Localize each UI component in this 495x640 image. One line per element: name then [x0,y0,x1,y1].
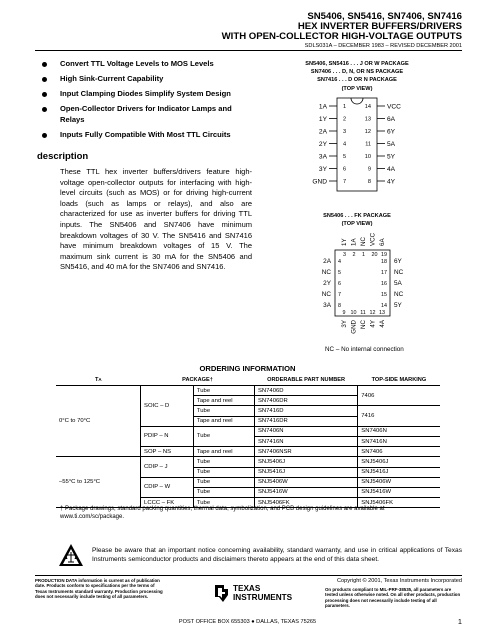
marking-cell: SNJ5416W [358,487,440,497]
part-cell: SNJ5406W [254,477,357,487]
feature-item: Inputs Fully Compatible With Most TTL Circuits [40,129,245,140]
ordering-footnote: † Package drawings, standard packing quantities, thermal data, symbolization, and PCB design guidelines are available at www.ti.com/sc/package. [60,506,385,520]
package-cell: SOP – NS [141,447,194,457]
feature-list [40,58,245,144]
part-cell: SN7406NSR [254,447,357,457]
fk-pin-number: 7 [338,292,341,298]
fk-pin-number: 11 [360,310,366,316]
dip-pin-name: 1Y [318,116,327,123]
ordering-title: ORDERING INFORMATION [199,364,296,373]
col-orderable-header: ORDERABLE PART NUMBER [267,376,346,383]
dip-pin-number: 6 [343,166,347,173]
fk-pin-name: 2A [323,258,331,265]
media-cell: Tube [193,406,254,416]
fk-pin-name: 1A [350,238,358,246]
marking-cell: SN7406N [358,426,440,436]
part-cell: SN7416N [254,436,357,446]
fk-pin-number: 15 [381,292,387,298]
fk-pin-number: 17 [381,270,387,276]
dip-header-line: (TOP VIEW) [341,85,373,92]
ti-logo-line1: TEXAS [233,584,261,593]
part-cell: SN7406N [254,426,357,436]
marking-cell: SNJ5406W [358,477,440,487]
dip-pin-number: 14 [364,104,371,110]
dip-pin-name: 6Y [387,128,396,136]
fk-header-line: (TOP VIEW) [341,221,373,228]
ti-logo-icon [213,583,231,603]
fk-pin-number: 2 [352,252,356,258]
fk-pin-name: 4Y [369,320,377,328]
dip-header-line: SN7416 . . . D OR N PACKAGE [317,77,397,84]
dip-header-line: SN5406, SN5416 . . . J OR W PACKAGE [305,61,409,67]
marking-cell: 7416 [358,406,440,426]
fk-note: NC – No internal connection [325,346,404,353]
dip-pin-number: 10 [364,154,371,160]
dip-pin-number: 4 [343,141,347,148]
dip-package-header [282,60,432,93]
part-cell: SN7406DR [254,396,357,406]
package-cell: CDIP – J [141,457,194,477]
fk-pin-name: NC [321,291,331,298]
fk-pin-number: 5 [338,270,341,276]
dip-pin-name: 4Y [387,178,396,186]
media-cell: Tube [193,426,254,446]
dip-pin-name: 3A [318,153,327,161]
marking-cell: SNJ5406J [358,457,440,467]
marking-cell: SN7416N [358,436,440,446]
media-cell: Tube [193,477,254,487]
doc-title-line3: WITH OPEN-COLLECTOR HIGH-VOLTAGE OUTPUTS [221,31,462,42]
package-cell: LCCC – FK [141,498,194,508]
fk-pin-number: 14 [381,303,387,309]
footer-rule [35,575,462,576]
fk-pin-name: 3Y [341,320,348,328]
dip-pin-number: 9 [367,166,371,173]
fk-pin-name: 4A [379,320,386,328]
dip-pin-name: 5A [387,141,396,148]
dip-pin-number: 11 [365,141,371,148]
dip-pin-name: 2Y [318,141,327,148]
media-cell: Tube [193,457,254,467]
fk-pin-name: NC [360,320,367,329]
dip-package-diagram [303,96,413,196]
fk-pin-name: 1Y [341,238,348,246]
dip-pin-number: 5 [343,154,347,160]
feature-item: High Sink-Current Capability [40,73,245,84]
feature-item: Open-Collector Drivers for Indicator Lamps and Relays [40,103,245,125]
fk-header-line: SN5406 . . . FK PACKAGE [323,213,391,219]
part-cell: SN7406D [254,386,357,396]
fk-pin-number: 6 [338,281,341,287]
feature-item: Convert TTL Voltage Levels to MOS Levels [40,58,245,69]
description-text: These TTL hex inverter buffers/drivers feature high-voltage open-collector outputs for interfacing with high-level circuits (such as MOS) or for driving high-current loads (such as lamps or relays), and also are characterized for use as inverter buffers for driving TTL inputs. The SN5406 and SN7406 have minimum breakdown voltages of 30 V. The SN5416 and SN7416 have minimum breakdown voltages of 15 V. The maximum sink current is 30 mA for the SN5406 and SN5416, and 40 mA for the SN7406 and SN7416. [60,167,252,272]
fk-pin-name: 2Y [323,280,331,287]
marking-cell: SN7406 [358,447,440,457]
dip-pin-name: GND [312,178,327,186]
part-cell: SN7416D [254,406,357,416]
media-cell: Tape and reel [193,447,254,457]
marking-cell: SNJ5406FK [358,498,440,508]
fk-pin-name: GND [350,320,358,334]
part-cell: SNJ5416J [254,467,357,477]
dip-pin-name: VCC [387,103,401,111]
part-cell: SNJ5406FK [254,498,357,508]
col-ta-header: TA [94,377,102,383]
doc-title-line2: HEX INVERTER BUFFERS/DRIVERS [297,21,462,32]
dip-pin-name: 5Y [387,153,396,161]
dip-pin-name: 6A [387,116,396,123]
fk-pin-name: NC [321,269,331,276]
fk-pin-name: VCC [369,232,377,246]
feature-item: Input Clamping Diodes Simplify System Design [40,88,245,99]
media-cell: Tape and reel [193,396,254,406]
fk-pin-number: 20 [371,252,378,258]
col-marking-header: TOP-SIDE MARKING [371,376,427,383]
fk-pin-name: NC [394,291,404,298]
dip-pin-number: 3 [343,129,347,135]
dip-pin-number: 12 [364,129,371,135]
fk-pin-name: 6Y [394,258,402,265]
copyright: Copyright © 2001, Texas Instruments Incorporated [337,578,462,584]
ta-cell: –55°C to 125°C [56,457,141,508]
dip-pin-number: 8 [367,179,371,185]
part-cell: SNJ5406J [254,457,357,467]
marking-cell: 7406 [358,386,440,406]
fk-pin-number: 18 [381,259,387,265]
fk-pin-name: 3A [323,302,331,309]
fk-pin-name: NC [360,237,367,246]
dip-pin-name: 3Y [318,166,327,173]
important-notice: Please be aware that an important notice concerning availability, standard warranty, and use in critical applications of Texas Instruments semiconductor products and disclaimers thereto appears at the end of this data sheet. [92,547,462,563]
dip-pin-number: 1 [343,104,347,110]
fk-pin-number: 10 [350,310,357,316]
fk-pin-number: 4 [338,259,341,265]
package-cell: CDIP – W [141,477,194,497]
media-cell: Tube [193,487,254,497]
fk-pin-number: 13 [379,310,385,316]
fk-pin-number: 3 [343,252,346,258]
doc-title-line1: SN5406, SN5416, SN7406, SN7416 [307,11,462,22]
ti-logo-line2: INSTRUMENTS [233,593,293,602]
page-number: 1 [457,617,462,626]
fk-pin-number: 16 [381,281,387,287]
marking-cell: SNJ5416J [358,467,440,477]
warning-scales-icon [58,543,84,567]
dip-notch [351,98,363,104]
media-cell: Tube [193,498,254,508]
header-rule [35,50,462,51]
media-cell: Tube [193,386,254,396]
mil-prf-notice: On products compliant to MIL-PRF-38535, all parameters are tested unless otherwise noted. On all other products, production processing does not necessarily include testing of all parameters. [325,587,461,608]
media-cell: Tape and reel [193,416,254,426]
fk-pin-name: 5Y [394,302,402,309]
ta-cell: 0°C to 70°C [59,418,91,425]
media-cell: Tube [193,467,254,477]
fk-package-diagram [300,228,430,340]
fk-pin-number: 8 [338,303,341,309]
dip-pin-number: 7 [343,179,347,185]
fk-pin-name: NC [394,269,404,276]
part-cell: SNJ5416W [254,487,357,497]
fk-pin-number: 9 [342,310,346,316]
col-package-header: PACKAGE† [182,376,213,383]
fk-pin-name: 6A [379,238,386,246]
part-cell: SN7416DR [254,416,357,426]
dip-header-line: SN7406 . . . D, N, OR NS PACKAGE [310,69,404,76]
fk-pin-number: 19 [381,252,387,258]
dip-pin-name: 2A [318,128,327,136]
dip-pin-number: 2 [343,116,347,123]
dip-pin-name: 1A [318,103,327,111]
description-heading: description [37,151,89,162]
fk-pin-number: 1 [362,252,365,258]
dip-pin-name: 4A [387,166,396,173]
fk-package-header [302,212,412,228]
package-cell: SOIC – D [141,386,194,427]
fk-pin-name: 5A [394,280,402,287]
doc-number: SDLS031A – DECEMBER 1983 – REVISED DECEMBER 2001 [304,43,462,49]
package-cell: PDIP – N [141,426,194,446]
production-data-notice: PRODUCTION DATA information is current as of publication date. Products conform to specifications per the terms of Texas Instruments standard warranty. Production processing does not necessarily include testing of all parameters. [35,578,163,599]
post-office-address: POST OFFICE BOX 655303 ● DALLAS, TEXAS 75265 [178,619,317,625]
fk-pin-number: 12 [369,310,376,316]
dip-pin-number: 13 [364,116,371,123]
ordering-table [56,375,440,508]
